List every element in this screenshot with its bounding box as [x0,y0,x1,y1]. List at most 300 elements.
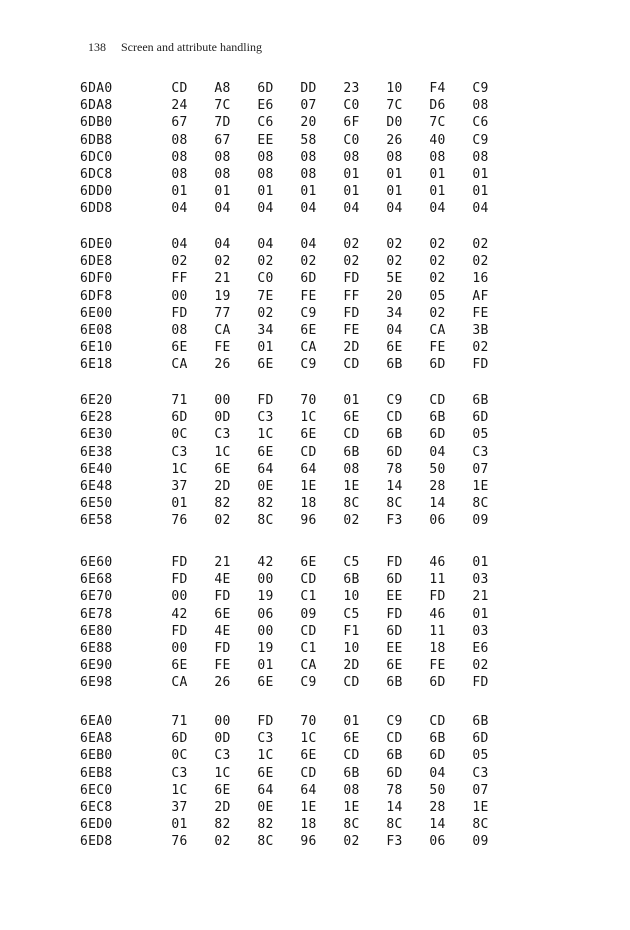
hex-byte: 28 [429,478,446,494]
hex-byte: 6B [343,572,360,588]
hex-byte: 01 [343,184,360,200]
hex-byte: 23 [343,81,360,96]
hex-byte: 20 [386,288,403,304]
hex-byte: CA [429,322,446,338]
hex-byte: 02 [472,254,489,270]
hex-byte: 64 [257,782,274,798]
hex-byte: D0 [386,115,403,131]
hex-address: 6EA0 [80,714,113,729]
hex-byte: FD [343,271,360,287]
hex-byte: CD [386,731,403,747]
hex-byte: 64 [300,461,317,477]
hex-address: 6E50 [80,496,113,512]
hex-byte: 01 [386,184,403,200]
hex-byte: 10 [343,640,360,656]
hex-byte: CD [429,393,446,408]
hex-byte: 6D [386,765,403,781]
hex-byte: EE [386,589,403,605]
hex-byte: 02 [171,254,188,270]
hex-byte: 0E [257,799,274,815]
hex-byte: 02 [429,237,446,252]
hex-row [80,478,500,495]
hex-byte: 02 [429,271,446,287]
hex-byte: D6 [429,98,446,114]
hex-byte: 08 [214,166,231,182]
hex-byte: 08 [429,149,446,165]
hex-byte: 00 [257,623,274,639]
hex-byte: C5 [343,606,360,622]
hex-byte: 01 [472,606,489,622]
hex-byte: 00 [171,288,188,304]
hex-byte: F1 [343,623,360,639]
hex-byte: 6E [300,555,317,570]
hex-byte: FE [472,305,489,321]
hex-byte: CD [300,444,317,460]
hex-address: 6E30 [80,427,113,443]
hex-byte: 08 [171,166,188,182]
hex-byte: CD [386,410,403,426]
hex-byte: 02 [300,254,317,270]
hex-byte: 6B [386,427,403,443]
hex-byte: 08 [300,166,317,182]
hex-row [80,339,500,356]
hex-address: 6E20 [80,393,113,408]
hex-byte: 04 [214,237,231,252]
hex-byte: FF [343,288,360,304]
hex-byte: 6B [343,765,360,781]
hex-block [80,236,500,374]
hex-byte: CD [343,357,360,373]
hex-byte: 77 [214,305,231,321]
hex-byte: 6E [300,427,317,443]
hex-byte: C3 [472,765,489,781]
hex-byte: 1E [343,478,360,494]
hex-byte: C9 [300,305,317,321]
hex-byte: CD [171,81,188,96]
hex-byte: 2D [343,658,360,674]
hex-byte: 02 [214,513,231,529]
hex-address: 6E18 [80,357,113,373]
hex-byte: 02 [472,340,489,356]
hex-byte: 01 [472,184,489,200]
hex-byte: 6D [429,357,446,373]
hex-address: 6DF0 [80,271,113,287]
hex-byte: 01 [386,166,403,182]
hex-address: 6E08 [80,322,113,338]
hex-address: 6EA8 [80,731,113,747]
hex-byte: 07 [472,782,489,798]
hex-byte: 46 [429,606,446,622]
hex-address: 6E00 [80,305,113,321]
hex-byte: 08 [171,322,188,338]
hex-byte: 78 [386,782,403,798]
hex-address: 6E70 [80,589,113,605]
hex-row [80,236,500,253]
hex-row [80,512,500,529]
hex-byte: FD [386,555,403,570]
hex-byte: 06 [429,513,446,529]
hex-byte: 19 [257,640,274,656]
hex-byte: F3 [386,513,403,529]
hex-row [80,747,500,764]
hex-byte: 05 [472,748,489,764]
hex-byte: 70 [300,393,317,408]
hex-byte: 01 [171,184,188,200]
hex-byte: F3 [386,834,403,850]
hex-byte: 26 [214,675,231,691]
hex-byte: 21 [472,589,489,605]
hex-byte: 6B [386,675,403,691]
hex-byte: DD [300,81,317,96]
hex-byte: 7C [429,115,446,131]
hex-address: 6DA8 [80,98,113,114]
hex-byte: 6B [472,393,489,408]
hex-byte: 1C [171,461,188,477]
hex-byte: 1E [300,478,317,494]
hex-byte: CD [300,572,317,588]
hex-byte: 04 [257,237,274,252]
hex-row [80,80,500,97]
hex-byte: 04 [472,201,489,217]
hex-byte: 6E [214,461,231,477]
hex-byte: C0 [343,132,360,148]
hex-byte: 08 [386,149,403,165]
hex-byte: 02 [343,254,360,270]
hex-byte: FE [300,288,317,304]
hex-byte: FE [343,322,360,338]
hex-byte: 1C [257,748,274,764]
hex-byte: 10 [343,589,360,605]
hex-address: 6DE0 [80,237,113,252]
hex-row [80,114,500,131]
hex-row [80,97,500,114]
hex-byte: 8C [472,817,489,833]
hex-byte: EE [386,640,403,656]
hex-byte: C3 [472,444,489,460]
hex-block [80,80,500,218]
hex-byte: 78 [386,461,403,477]
hex-address: 6E80 [80,623,113,639]
hex-byte: 10 [386,81,403,96]
hex-row [80,674,500,691]
hex-byte: 28 [429,799,446,815]
hex-byte: C3 [171,444,188,460]
hex-byte: 1E [472,799,489,815]
hex-address: 6E58 [80,513,113,529]
hex-address: 6DD0 [80,184,113,200]
hex-row [80,200,500,217]
hex-byte: 1C [300,410,317,426]
hex-byte: 50 [429,782,446,798]
hex-byte: 00 [214,393,231,408]
hex-byte: C6 [472,115,489,131]
hex-row [80,356,500,373]
hex-byte: 04 [386,322,403,338]
hex-byte: 24 [171,98,188,114]
hex-row [80,253,500,270]
hex-byte: FE [214,658,231,674]
hex-row [80,816,500,833]
hex-byte: 08 [472,149,489,165]
hex-row [80,713,500,730]
hex-byte: 7C [386,98,403,114]
hex-byte: 6D [386,444,403,460]
hex-byte: 8C [343,496,360,512]
hex-byte: FD [257,714,274,729]
hex-byte: 8C [257,834,274,850]
hex-byte: 09 [300,606,317,622]
hex-address: 6E10 [80,340,113,356]
hex-byte: 04 [300,201,317,217]
hex-byte: 8C [472,496,489,512]
hex-byte: 01 [472,555,489,570]
hex-address: 6DB8 [80,132,113,148]
hex-byte: FD [343,305,360,321]
hex-byte: 06 [257,606,274,622]
hex-byte: C9 [472,81,489,96]
hex-byte: 04 [214,201,231,217]
hex-byte: 6E [171,340,188,356]
hex-byte: C9 [300,357,317,373]
hex-byte: 71 [171,393,188,408]
hex-byte: 6D [386,572,403,588]
hex-block [80,392,500,530]
hex-byte: 6B [429,410,446,426]
hex-byte: 01 [429,166,446,182]
hex-byte: 6D [472,410,489,426]
hex-byte: C3 [214,427,231,443]
hex-byte: 01 [343,393,360,408]
hex-byte: C1 [300,640,317,656]
hex-byte: FD [257,393,274,408]
hex-byte: 0D [214,410,231,426]
hex-row [80,799,500,816]
hex-byte: 6B [472,714,489,729]
hex-byte: 09 [472,834,489,850]
hex-byte: 0E [257,478,274,494]
hex-row [80,392,500,409]
hex-byte: 09 [472,513,489,529]
hex-row [80,183,500,200]
hex-byte: FD [171,572,188,588]
hex-byte: 6E [257,765,274,781]
hex-byte: 70 [300,714,317,729]
hex-row [80,765,500,782]
hex-byte: 6D [257,81,274,96]
hex-byte: 6E [300,748,317,764]
page-number: 138 [88,40,106,54]
section-title: Screen and attribute handling [121,40,262,54]
hex-byte: 01 [343,714,360,729]
hex-byte: FE [429,340,446,356]
hex-byte: 6E [214,782,231,798]
hex-byte: 14 [429,496,446,512]
hex-byte: 01 [171,496,188,512]
hex-byte: 1C [171,782,188,798]
hex-byte: 6E [257,675,274,691]
hex-byte: 11 [429,623,446,639]
hex-byte: 21 [214,271,231,287]
hex-byte: CD [343,748,360,764]
hex-byte: C3 [214,748,231,764]
hex-byte: 00 [214,714,231,729]
hex-byte: A8 [214,81,231,96]
hex-byte: 01 [171,817,188,833]
hex-byte: 6E [214,606,231,622]
hex-byte: 02 [343,237,360,252]
hex-address: 6ED8 [80,834,113,850]
hex-byte: FD [386,606,403,622]
hex-byte: CD [429,714,446,729]
hex-byte: 58 [300,132,317,148]
hex-address: 6E40 [80,461,113,477]
hex-byte: 6E [257,444,274,460]
hex-byte: C0 [343,98,360,114]
hex-address: 6E90 [80,658,113,674]
hex-byte: 40 [429,132,446,148]
hex-address: 6DD8 [80,201,113,217]
hex-byte: 46 [429,555,446,570]
hex-byte: 8C [386,496,403,512]
hex-row [80,554,500,571]
hex-byte: 64 [257,461,274,477]
hex-byte: 1C [257,427,274,443]
hex-byte: 6D [429,675,446,691]
hex-byte: FD [472,675,489,691]
hex-byte: FD [214,640,231,656]
hex-address: 6E78 [80,606,113,622]
hex-address: 6DF8 [80,288,113,304]
hex-byte: 14 [386,799,403,815]
hex-byte: C9 [386,714,403,729]
hex-byte: 04 [171,201,188,217]
hex-address: 6E60 [80,555,113,570]
hex-byte: FD [429,589,446,605]
hex-byte: 2D [214,799,231,815]
hex-byte: 8C [386,817,403,833]
hex-byte: 14 [429,817,446,833]
hex-row [80,270,500,287]
hex-byte: AF [472,288,489,304]
hex-address: 6E68 [80,572,113,588]
hex-byte: 64 [300,782,317,798]
hex-byte: 00 [171,640,188,656]
hex-byte: 5E [386,271,403,287]
hex-byte: 08 [343,149,360,165]
hex-byte: CD [300,623,317,639]
hex-byte: 02 [386,254,403,270]
hex-byte: FD [171,555,188,570]
hex-byte: 6F [343,115,360,131]
hex-byte: 02 [214,254,231,270]
hex-byte: FD [472,357,489,373]
hex-block [80,713,500,851]
hex-byte: 6B [429,731,446,747]
hex-byte: 37 [171,799,188,815]
hex-byte: 01 [257,340,274,356]
hex-byte: 82 [257,817,274,833]
hex-byte: 6D [429,748,446,764]
hex-address: 6DB0 [80,115,113,131]
hex-byte: 6B [343,444,360,460]
hex-row [80,606,500,623]
hex-byte: FD [214,589,231,605]
hex-byte: 08 [171,149,188,165]
hex-row [80,571,500,588]
hex-byte: 96 [300,513,317,529]
hex-byte: 8C [257,513,274,529]
hex-byte: 02 [257,254,274,270]
hex-byte: 06 [429,834,446,850]
hex-address: 6EB0 [80,748,113,764]
hex-byte: 01 [257,658,274,674]
hex-byte: 26 [386,132,403,148]
hex-byte: C9 [472,132,489,148]
hex-byte: 02 [472,658,489,674]
hex-byte: EE [257,132,274,148]
hex-byte: 01 [214,184,231,200]
hex-byte: 02 [257,305,274,321]
hex-byte: 76 [171,834,188,850]
hex-row [80,461,500,478]
hex-byte: 34 [257,322,274,338]
hex-byte: 08 [343,782,360,798]
hex-byte: 08 [257,166,274,182]
hex-byte: 6E [386,340,403,356]
hex-row [80,623,500,640]
hex-byte: 08 [472,98,489,114]
hex-byte: 6D [171,731,188,747]
hex-byte: 18 [429,640,446,656]
hex-byte: 11 [429,572,446,588]
hex-byte: 6D [386,623,403,639]
hex-byte: 0D [214,731,231,747]
hex-address: 6DC0 [80,149,113,165]
hex-byte: C5 [343,555,360,570]
hex-byte: 08 [257,149,274,165]
hex-byte: 1E [472,478,489,494]
hex-byte: FE [214,340,231,356]
hex-byte: 71 [171,714,188,729]
hex-byte: 01 [300,184,317,200]
hex-byte: C3 [257,731,274,747]
hex-byte: 01 [429,184,446,200]
hex-row [80,166,500,183]
hex-block [80,554,500,692]
hex-address: 6ED0 [80,817,113,833]
hex-byte: 50 [429,461,446,477]
hex-address: 6E28 [80,410,113,426]
hex-row [80,730,500,747]
hex-byte: 82 [214,817,231,833]
hex-byte: 1C [300,731,317,747]
hex-byte: C3 [257,410,274,426]
hex-byte: 03 [472,623,489,639]
hex-byte: 16 [472,271,489,287]
hex-byte: 0C [171,427,188,443]
hex-byte: 6D [472,731,489,747]
hex-row [80,640,500,657]
hex-byte: 0C [171,748,188,764]
hex-byte: 1C [214,444,231,460]
hex-byte: 19 [214,288,231,304]
hex-address: 6EB8 [80,765,113,781]
hex-byte: 01 [472,166,489,182]
hex-address: 6E38 [80,444,113,460]
hex-byte: 07 [472,461,489,477]
hex-byte: 6B [386,748,403,764]
hex-byte: 6E [343,410,360,426]
